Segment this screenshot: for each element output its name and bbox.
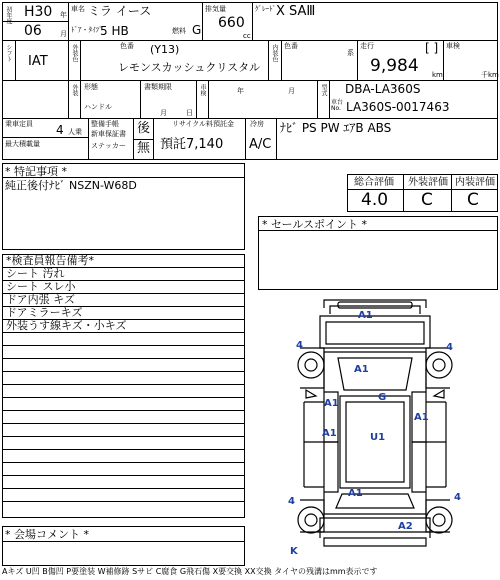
recycle-value: 預託7,140 [160,137,224,152]
inspection-title: *検査員報告備考* [3,255,245,268]
record-label: 書類期限 [144,83,172,91]
tire-fl: 4 [296,340,303,351]
sticker-label: ステッカー [91,142,126,150]
ext-color-label: 外装色 [71,44,78,62]
inspection-item: 外装うす線キズ・小キズ [3,320,245,333]
mark-g: G [378,392,387,403]
color-code-label: 色番 [120,42,134,50]
shodo-label: 初年度 [5,6,12,24]
inspection-item: シート 汚れ [3,268,245,281]
door-label: ﾄﾞｱ・ﾀｲﾌﾟ [71,26,103,34]
mark-a2: A2 [398,521,413,532]
chassis-value: LA360S-0017463 [346,100,450,114]
mark-a1-top: A1 [358,310,373,321]
special-title: * 特記事項 * [5,165,67,178]
color-code: (Y13) [150,43,180,56]
ext-score: C [421,190,433,210]
grade: X SAⅢ [276,4,316,19]
history-year: 年 [237,87,244,95]
chassis-label: 車台No. [331,99,344,112]
shift-label: シフト [5,44,12,62]
fuel-label: 燃料 [172,27,186,35]
senkm-unit: 千km [481,71,499,79]
mark-a1-hood: A1 [354,364,369,375]
grade-label: ｸﾞﾚｰﾄﾞ [255,5,276,13]
total-score-label: 総合評価 [354,177,394,188]
int-score: C [467,190,479,210]
row3-ext-label: 外装 [71,84,78,96]
model-label: 車名 [71,5,85,13]
displacement: 660 [218,15,245,31]
car-damage-diagram [280,292,470,562]
ac-label: 冷房 [250,120,264,128]
total-score: 4.0 [361,190,389,210]
tire-fr: 4 [446,342,453,353]
inspection-box [2,254,245,518]
venue-title: * 会場コメント * [5,528,89,541]
history-label: 車検 [199,84,206,96]
type-label: 型式 [320,84,327,96]
cc-unit: cc [243,32,251,40]
mark-a1-lower-left: A1 [322,428,337,439]
mark-k: K [290,546,298,557]
history-month: 月 [288,87,295,95]
mark-a1-bottom: A1 [348,488,363,499]
fuel: G [192,23,202,37]
ext-score-label: 外装評価 [408,177,448,188]
tire-rr: 4 [454,492,461,503]
int-color-code-label: 色番 [284,42,298,50]
inspection-item: シート スレ小 [3,281,245,294]
km-unit: km [432,71,443,79]
mileage-bracket: [ ] [425,41,439,55]
record-month: 月 [160,109,167,117]
model-name: ミラ イース [88,4,152,18]
capacity-label: 乗車定員 [5,120,33,128]
int-score-label: 内装評価 [455,177,495,188]
warranty-label: 新車保証書 [91,130,126,138]
handle-label: ハンドル [84,103,112,111]
month: 06 [24,23,42,39]
color-name: レモンスカッシュクリスタル [118,61,261,74]
inspection-item: ドアミラーキズ [3,307,245,320]
shape-label: 形態 [84,83,98,91]
recycle-label: リサイクル料預託金 [172,120,235,128]
type-value: DBA-LA360S [345,82,421,96]
capacity: 4 [56,123,64,137]
mileage: 9,984 [370,56,419,76]
mark-a1-right: A1 [414,412,429,423]
tire-rl: 4 [288,496,295,507]
max-load-label: 最大積載量 [5,140,40,148]
month-unit: 月 [60,30,67,38]
seibi-value: 後 [137,121,151,136]
sticker-value: 無 [137,141,151,156]
ac-value: A/C [249,137,272,152]
legend: Aキズ U凹 B傷凹 P要塗装 W補修跡 Sサビ C腐食 G飛石傷 X要交換 XX交換 タイヤの残溝はmm表示です [2,567,378,576]
door-type: 5 HB [100,24,129,38]
inspection-label: 車検 [446,42,460,50]
year: H30 [24,4,53,20]
sales-title: * セールスポイント * [262,218,368,231]
shift: IAT [28,54,48,69]
seibi-label: 整備手帳 [91,120,119,128]
capacity-unit: 人乗 [68,128,82,136]
year-unit: 年 [60,11,67,19]
displacement-label: 排気量 [205,5,226,13]
mark-a1-left: A1 [324,398,339,409]
equipment: ﾅﾋﾞ PS PW ｴｱB ABS [280,121,392,135]
int-color-label: 内装色 [271,44,278,62]
record-day: 日 [186,109,193,117]
mileage-label: 走行 [360,42,374,50]
special-item: 純正後付ﾅﾋﾞ NSZN-W68D [5,179,137,192]
mark-u1: U1 [370,432,386,443]
int-kei: 系 [347,49,354,57]
inspection-item: ドア内張 キズ [3,294,245,307]
